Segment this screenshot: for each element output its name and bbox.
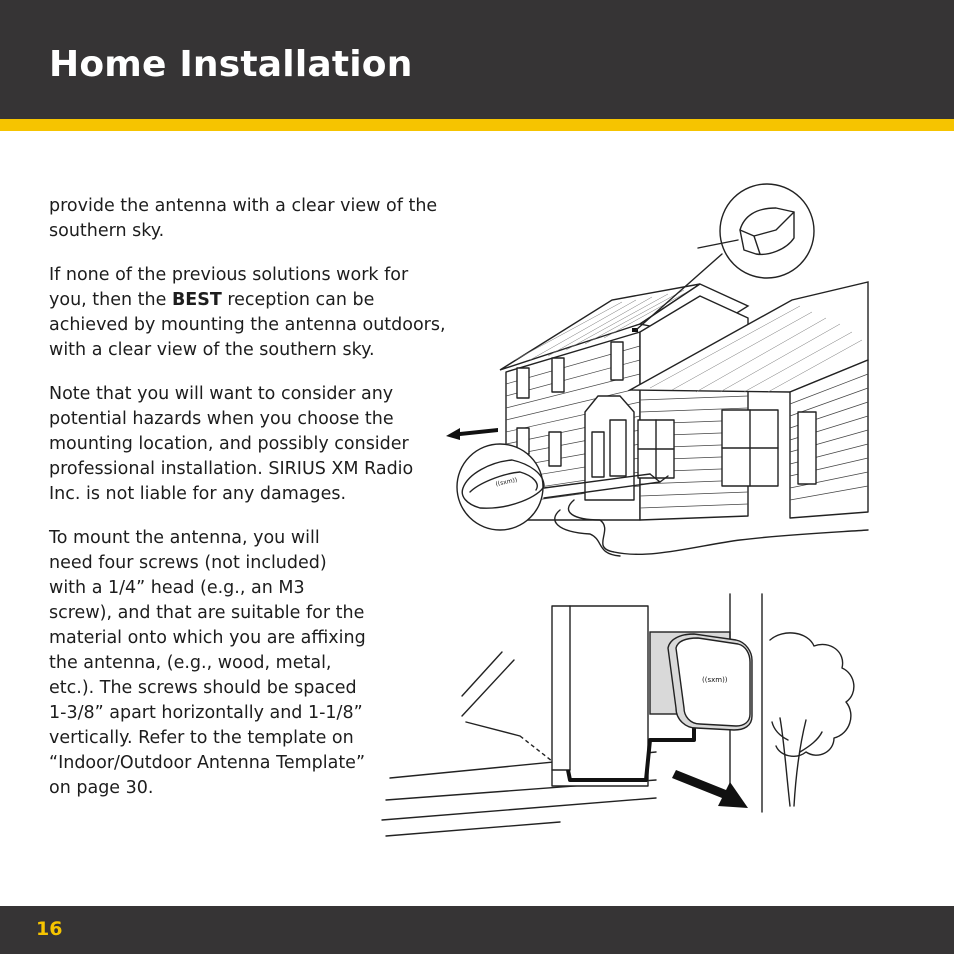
page-number: 16 bbox=[36, 918, 63, 940]
text-segment: If none of the previous solutions work for you, then the bbox=[49, 265, 409, 310]
arrow-down-right-icon bbox=[672, 770, 748, 808]
paragraph-clear-view: provide the antenna with a clear view of the southern sky. bbox=[49, 196, 438, 241]
footer-bar bbox=[0, 906, 954, 954]
svg-text:((sxm)): ((sxm)) bbox=[494, 476, 518, 488]
paragraph-mounting-screws: To mount the antenna, you will need four screws (not included) with a 1/4” head (e.g., an M3 screw), and that are suitable for the material onto which you are affixing the antenna, (e.g., wood, metal, etc.). The screws should be spaced 1-3/8” apart horizontally and 1-1/8” vertically. Refer to the template on “Indoor/Outdoor Antenna Template” on page 30. bbox=[49, 528, 366, 798]
text-segment: reception can be achieved by mounting the antenna outdoors, with a clear view of the southern sky. bbox=[49, 290, 446, 360]
paragraph-hazards: Note that you will want to consider any potential hazards when you choose the mounting location, and possibly consider professional installation. SIRIUS XM Radio Inc. is not liable for any damages. bbox=[49, 384, 414, 504]
emphasis-best: BEST bbox=[171, 290, 222, 310]
svg-text:((sxm)): ((sxm)) bbox=[702, 676, 728, 684]
page-title: Home Installation bbox=[49, 44, 413, 85]
window-frame bbox=[552, 606, 648, 786]
